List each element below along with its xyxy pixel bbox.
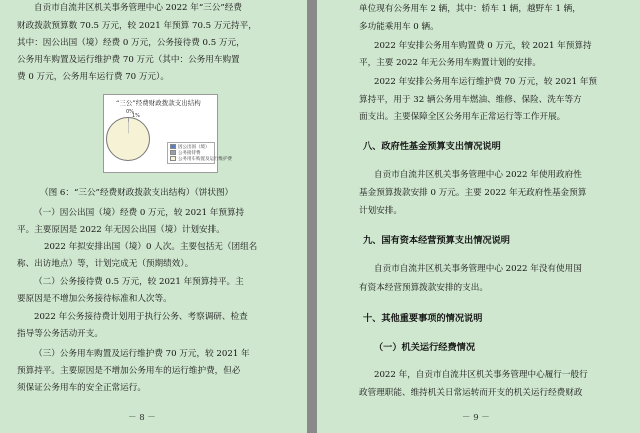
text-line: 单位现有公务用车 2 辆，其中：轿车 1 辆，越野车 1 辆， [359, 4, 581, 14]
subsection-heading: （一）机关运行经费情况 [374, 342, 476, 353]
text-line: 2022 年拟安排出国（境）0 人次。主要包括无（团组名 [44, 242, 258, 252]
text-line: 平，主要 2022 年无公务用车购置计划的安排。 [359, 58, 542, 68]
page-gutter [307, 0, 317, 433]
text-line: 称、出访地点）等，计划完成无（预期绩效）。 [17, 259, 194, 269]
text-line: 多功能乘用车 0 辆。 [359, 22, 439, 32]
text-line: 平。主要原因是 2022 年无因公出国（境）计划安排。 [17, 225, 225, 235]
section-heading: 九、国有资本经营预算支出情况说明 [363, 235, 510, 246]
chart-legend [167, 142, 232, 164]
section-heading: 十、其他重要事项的情况说明 [363, 313, 483, 324]
text-line: 自贡市自流井区机关事务管理中心 2022 年没有使用国 [374, 264, 582, 274]
text-line: （二）公务接待费 0.5 万元，较 2021 年预算持平。主 [34, 277, 244, 287]
text-line: 有资本经营预算拨款安排的支出。 [359, 283, 488, 293]
text-line: 费 0 万元，公务用车运行费 70 万元）。 [17, 72, 169, 82]
legend-label: 因公出国（境） [178, 145, 210, 150]
pie-label: 1% [132, 113, 140, 119]
figure-caption: （图 6：“三公”经费财政拨款支出结构）（饼状图） [40, 188, 234, 198]
text-line: 面支出。主要保障全区公务用车正常运行等工作开展。 [359, 112, 566, 122]
legend-swatch [170, 150, 176, 155]
text-line: （一）因公出国（境）经费 0 万元，较 2021 年预算持 [34, 208, 245, 218]
pie-label: 0% [126, 109, 134, 115]
text-line: 2022 年，自贡市自流井区机关事务管理中心履行一般行 [374, 370, 588, 380]
text-line: 财政拨款预算数 70.5 万元，较 2021 年预算 70.5 万元持平， [17, 21, 257, 31]
page-9 [317, 0, 640, 433]
text-line: （三）公务用车购置及运行维护费 70 万元，较 2021 年 [34, 349, 250, 359]
legend-label: 公务接待费 [178, 151, 201, 156]
text-line: 基金预算拨款安排 0 万元。主要 2022 年无政府性基金预算 [359, 188, 587, 198]
text-line: 指导等公务活动开支。 [17, 329, 103, 339]
page-number: － 8 － [128, 413, 156, 423]
legend-item [170, 156, 232, 162]
chart-title: “三公”经费财政拨款支出结构 [116, 99, 201, 107]
legend-swatch [170, 156, 176, 161]
text-line: 2022 年安排公务用车运行维护费 70 万元，较 2021 年预 [374, 77, 598, 87]
page-8 [0, 0, 307, 433]
text-line: 预算持平。主要原因是不增加公务用车的运行维护费，但必 [17, 366, 241, 376]
legend-label: 公务用车购置及运行维护费 [178, 157, 232, 162]
text-line: 自贡市自流井区机关事务管理中心 2022 年“三公”经费 [34, 3, 242, 13]
text-line: 算持平，用于 32 辆公务用车燃油、维修、保险、洗车等方 [359, 95, 582, 105]
text-line: 2022 年安排公务用车购置费 0 万元，较 2021 年预算持 [374, 41, 592, 51]
text-line: 政管理职能、维持机关日常运转而开支的机关运行经费财政 [359, 388, 583, 398]
pie-chart [103, 94, 232, 173]
legend-swatch [170, 144, 176, 149]
text-line: 其中：因公出国（境）经费 0 万元，公务接待费 0.5 万元， [17, 38, 245, 48]
text-line: 计划安排。 [359, 206, 402, 216]
text-line: 2022 年公务接待费计划用于执行公务、考察调研、检查 [34, 312, 248, 322]
pie-slice-vehicle [106, 117, 150, 161]
text-line: 自贡市自流井区机关事务管理中心 2022 年使用政府性 [374, 170, 582, 180]
text-line: 公务用车购置及运行维护费 70 万元（其中：公务用车购置 [17, 55, 240, 65]
text-line: 须保证公务用车的安全正常运行。 [17, 383, 146, 393]
section-heading: 八、政府性基金预算支出情况说明 [363, 141, 501, 152]
page-number: － 9 － [462, 413, 490, 423]
text-line: 要原因是不增加公务接待标准和人次等。 [17, 294, 172, 304]
